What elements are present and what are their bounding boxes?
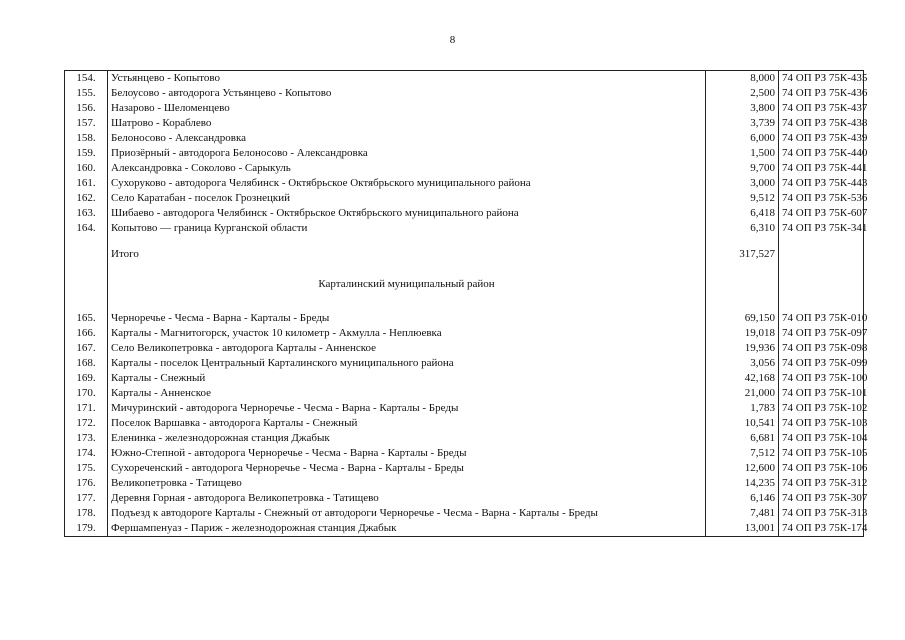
table-row xyxy=(65,431,864,446)
table-row xyxy=(65,221,864,236)
table-row xyxy=(65,161,864,176)
road-name: Белоносово - Александровка xyxy=(108,131,706,146)
table-row xyxy=(65,191,864,206)
road-code: 74 ОП РЗ 75К-174 xyxy=(779,521,864,537)
roads-group-b xyxy=(65,311,868,537)
road-code: 74 ОП РЗ 75К-341 xyxy=(779,221,864,236)
road-name: Южно-Степной - автодорога Черноречье - Чесма - Варна - Карталы - Бреды xyxy=(108,446,706,461)
road-name: Мичуринский - автодорога Черноречье - Чесма - Варна - Карталы - Бреды xyxy=(108,401,706,416)
road-length: 8,000 xyxy=(706,71,779,87)
table-row xyxy=(65,176,864,191)
road-length: 10,541 xyxy=(706,416,779,431)
road-length: 2,500 xyxy=(706,86,779,101)
road-length: 13,001 xyxy=(706,521,779,537)
row-number: 155. xyxy=(65,86,108,101)
road-name: Деревня Горная - автодорога Великопетровка - Татищево xyxy=(108,491,706,506)
road-name: Село Каратабан - поселок Грознецкий xyxy=(108,191,706,206)
total-row xyxy=(65,236,864,264)
table-row xyxy=(65,311,864,326)
road-length: 19,936 xyxy=(706,341,779,356)
row-number: 178. xyxy=(65,506,108,521)
road-name: Белоусово - автодорога Устьянцево - Копытово xyxy=(108,86,706,101)
roads-group-a xyxy=(65,71,868,237)
row-number: 177. xyxy=(65,491,108,506)
page-number: 8 xyxy=(449,34,456,46)
road-length: 9,512 xyxy=(706,191,779,206)
road-length: 19,018 xyxy=(706,326,779,341)
road-length: 1,500 xyxy=(706,146,779,161)
road-code: 74 ОП РЗ 75К-010 xyxy=(779,311,864,326)
road-code: 74 ОП РЗ 75К-307 xyxy=(779,491,864,506)
row-number: 164. xyxy=(65,221,108,236)
road-length: 3,739 xyxy=(706,116,779,131)
road-name: Шатрово - Кораблево xyxy=(108,116,706,131)
road-code: 74 ОП РЗ 75К-536 xyxy=(779,191,864,206)
road-length: 6,681 xyxy=(706,431,779,446)
road-name: Поселок Варшавка - автодорога Карталы - Снежный xyxy=(108,416,706,431)
row-number: 168. xyxy=(65,356,108,371)
table-row xyxy=(65,131,864,146)
road-length: 69,150 xyxy=(706,311,779,326)
table-row xyxy=(65,341,864,356)
total-value: 317,527 xyxy=(706,236,779,264)
table-row xyxy=(65,71,864,87)
road-code: 74 ОП РЗ 75К-312 xyxy=(779,476,864,491)
road-code: 74 ОП РЗ 75К-436 xyxy=(779,86,864,101)
road-name: Карталы - Анненское xyxy=(108,386,706,401)
road-name: Подъезд к автодороге Карталы - Снежный от автодороги Черноречье - Чесма - Варна - Карталы - Бреды xyxy=(108,506,706,521)
row-number: 163. xyxy=(65,206,108,221)
road-name: Копытово — граница Курганской области xyxy=(108,221,706,236)
road-code: 74 ОП РЗ 75К-100 xyxy=(779,371,864,386)
road-code: 74 ОП РЗ 75К-098 xyxy=(779,341,864,356)
road-code: 74 ОП РЗ 75К-105 xyxy=(779,446,864,461)
table-row xyxy=(65,416,864,431)
table-row xyxy=(65,386,864,401)
table-row xyxy=(65,86,864,101)
road-name: Еленинка - железнодорожная станция Джабык xyxy=(108,431,706,446)
table-row xyxy=(65,146,864,161)
road-length: 3,000 xyxy=(706,176,779,191)
road-length: 42,168 xyxy=(706,371,779,386)
road-length: 6,000 xyxy=(706,131,779,146)
roads-table xyxy=(64,70,868,537)
road-name: Сухоруково - автодорога Челябинск - Октябрьское Октябрьского муниципального района xyxy=(108,176,706,191)
road-length: 3,800 xyxy=(706,101,779,116)
road-code: 74 ОП РЗ 75К-106 xyxy=(779,461,864,476)
total-label: Итого xyxy=(108,236,706,264)
row-number: 169. xyxy=(65,371,108,386)
table-row xyxy=(65,491,864,506)
road-name: Устьянцево - Копытово xyxy=(108,71,706,87)
row-number: 156. xyxy=(65,101,108,116)
road-code: 74 ОП РЗ 75К-101 xyxy=(779,386,864,401)
row-number: 170. xyxy=(65,386,108,401)
road-code: 74 ОП РЗ 75К-099 xyxy=(779,356,864,371)
road-name: Село Великопетровка - автодорога Карталы - Анненское xyxy=(108,341,706,356)
road-code: 74 ОП РЗ 75К-103 xyxy=(779,416,864,431)
row-number: 174. xyxy=(65,446,108,461)
row-number: 176. xyxy=(65,476,108,491)
row-number: 154. xyxy=(65,71,108,87)
row-number: 167. xyxy=(65,341,108,356)
table-row xyxy=(65,206,864,221)
road-length: 6,146 xyxy=(706,491,779,506)
road-length: 12,600 xyxy=(706,461,779,476)
road-name: Приозёрный - автодорога Белоносово - Александровка xyxy=(108,146,706,161)
section-title: Карталинский муниципальный район xyxy=(108,264,706,311)
table-row xyxy=(65,476,864,491)
table-row xyxy=(65,371,864,386)
road-code: 74 ОП РЗ 75К-435 xyxy=(779,71,864,87)
row-number: 157. xyxy=(65,116,108,131)
row-number: 161. xyxy=(65,176,108,191)
road-length: 14,235 xyxy=(706,476,779,491)
road-length: 6,310 xyxy=(706,221,779,236)
road-name: Сухореченский - автодорога Черноречье - Чесма - Варна - Карталы - Бреды xyxy=(108,461,706,476)
road-name: Фершампенуаз - Париж - железнодорожная станция Джабык xyxy=(108,521,706,537)
road-code: 74 ОП РЗ 75К-607 xyxy=(779,206,864,221)
table-row xyxy=(65,521,864,537)
road-code: 74 ОП РЗ 75К-437 xyxy=(779,101,864,116)
table-row xyxy=(65,101,864,116)
road-name: Александровка - Соколово - Сарыкуль xyxy=(108,161,706,176)
row-number: 165. xyxy=(65,311,108,326)
row-number: 166. xyxy=(65,326,108,341)
road-name: Карталы - поселок Центральный Карталинского муниципального района xyxy=(108,356,706,371)
table-row xyxy=(65,446,864,461)
road-code: 74 ОП РЗ 75К-441 xyxy=(779,161,864,176)
section-row xyxy=(65,264,864,311)
total-group xyxy=(65,236,864,311)
row-number: 179. xyxy=(65,521,108,537)
table-row xyxy=(65,401,864,416)
road-name: Черноречье - Чесма - Варна - Карталы - Бреды xyxy=(108,311,706,326)
road-code: 74 ОП РЗ 75К-440 xyxy=(779,146,864,161)
road-code: 74 ОП РЗ 75К-313 xyxy=(779,506,864,521)
road-name: Карталы - Магнитогорск, участок 10 километр - Акмулла - Неплюевка xyxy=(108,326,706,341)
road-length: 3,056 xyxy=(706,356,779,371)
row-number: 173. xyxy=(65,431,108,446)
table-row xyxy=(65,326,864,341)
road-code: 74 ОП РЗ 75К-439 xyxy=(779,131,864,146)
road-length: 7,481 xyxy=(706,506,779,521)
road-code: 74 ОП РЗ 75К-438 xyxy=(779,116,864,131)
row-number: 158. xyxy=(65,131,108,146)
row-number: 171. xyxy=(65,401,108,416)
row-number: 175. xyxy=(65,461,108,476)
road-name: Шибаево - автодорога Челябинск - Октябрьское Октябрьского муниципального района xyxy=(108,206,706,221)
road-length: 9,700 xyxy=(706,161,779,176)
table-row xyxy=(65,506,864,521)
table-row xyxy=(65,116,864,131)
road-name: Карталы - Снежный xyxy=(108,371,706,386)
road-name: Великопетровка - Татищево xyxy=(108,476,706,491)
road-length: 1,783 xyxy=(706,401,779,416)
row-number: 159. xyxy=(65,146,108,161)
row-number: 172. xyxy=(65,416,108,431)
road-code: 74 ОП РЗ 75К-097 xyxy=(779,326,864,341)
road-code: 74 ОП РЗ 75К-104 xyxy=(779,431,864,446)
table-row xyxy=(65,461,864,476)
row-number: 162. xyxy=(65,191,108,206)
table-row xyxy=(65,356,864,371)
road-length: 6,418 xyxy=(706,206,779,221)
road-length: 7,512 xyxy=(706,446,779,461)
road-code: 74 ОП РЗ 75К-443 xyxy=(779,176,864,191)
road-length: 21,000 xyxy=(706,386,779,401)
row-number: 160. xyxy=(65,161,108,176)
road-code: 74 ОП РЗ 75К-102 xyxy=(779,401,864,416)
road-name: Назарово - Шеломенцево xyxy=(108,101,706,116)
